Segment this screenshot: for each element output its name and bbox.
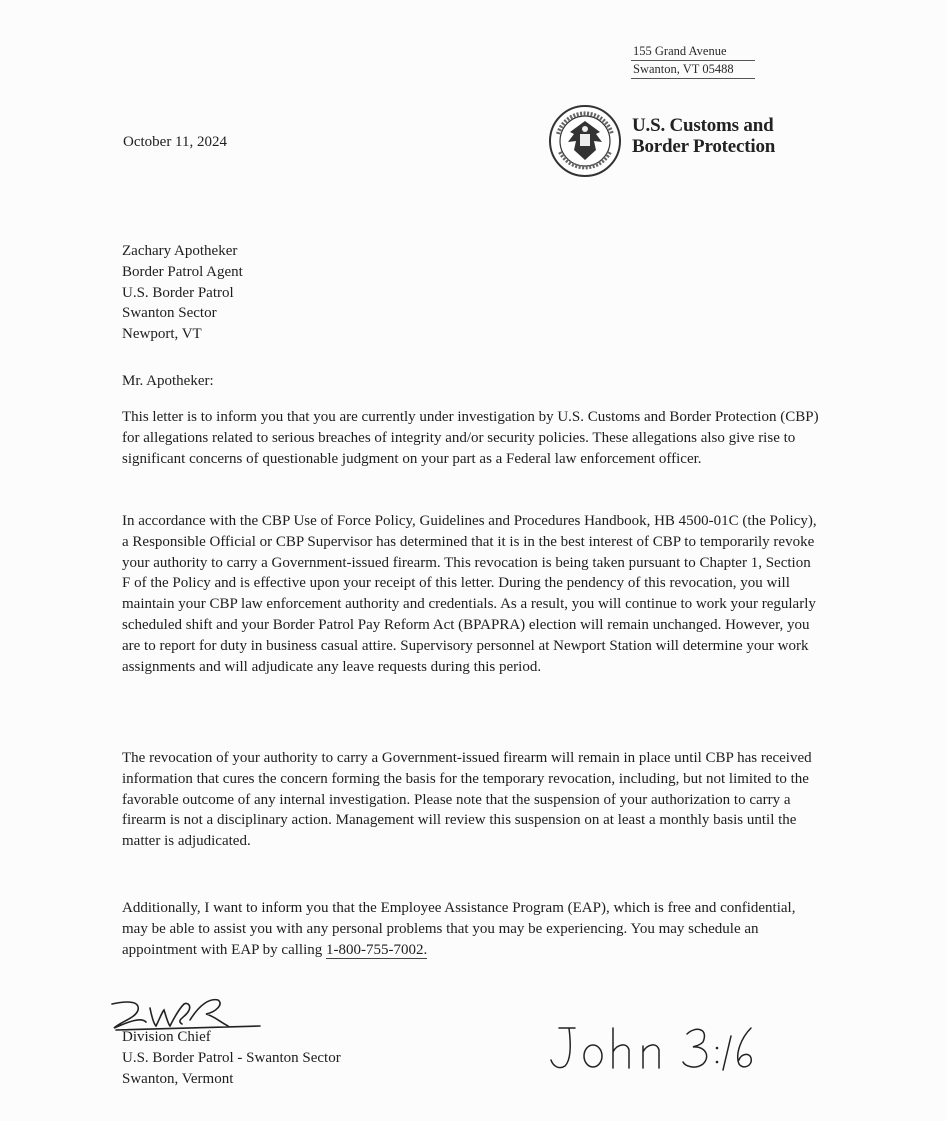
paragraph-investigation: This letter is to inform you that you are currently under investigation by U.S. Customs and Border Protection (CBP) for allegations related to serious breaches of integrity and/or security policies. These allegations also give rise to significant concerns of questionable judgment on your part as a Federal law enforcement officer. [122, 409, 819, 467]
recipient-block [122, 241, 243, 345]
letter-date: October 11, 2024 [123, 134, 228, 150]
signer-location: Swanton, Vermont [122, 1070, 234, 1087]
signer-organization: U.S. Border Patrol - Swanton Sector [122, 1049, 341, 1066]
handwritten-note [545, 1020, 765, 1080]
letterhead-address [631, 43, 755, 79]
recipient-location: Newport, VT [122, 326, 202, 343]
signer-title: Division Chief [122, 1029, 211, 1045]
recipient-title: Border Patrol Agent [122, 263, 243, 280]
eap-text: Additionally, I want to inform you that the Employee Assistance Program (EAP), which is free and confidential, may be able to assist you with any personal problems that you may be experiencing. You may schedule an appointment with EAP by calling [122, 900, 796, 958]
recipient-name: Zachary Apotheker [122, 243, 238, 259]
paragraph-eap [122, 898, 822, 960]
paragraph-revocation: In accordance with the CBP Use of Force Policy, Guidelines and Procedures Handbook, HB 4500-01C (the Policy), a Responsible Official or CBP Supervisor has determined that it is in the best interest of CBP to temporarily revoke your authority to carry a Government-issued firearm. This revocation is being taken pursuant to Chapter 1, Section F of the Policy and is effective upon your receipt of this letter. During the pendency of this revocation, you will maintain your CBP law enforcement authority and credentials. As a result, you will continue to work your regularly scheduled shift and your Border Patrol Pay Reform Act (BPAPRA) election will remain unchanged. However, you are to report for duty in business casual attire. Supervisory personnel at Newport Station will determine your work assignments and will adjudicate any leave requests during this period. [122, 513, 817, 675]
salutation: Mr. Apotheker: [122, 373, 214, 389]
recipient-sector: Swanton Sector [122, 305, 217, 322]
signature-block [122, 1027, 341, 1089]
address-line-1: 155 Grand Avenue [631, 43, 755, 61]
address-line-2: Swanton, VT 05488 [631, 61, 755, 79]
dhs-seal-logo [548, 104, 622, 178]
eap-phone-number: 1-800-755-7002. [326, 941, 428, 958]
recipient-organization: U.S. Border Patrol [122, 284, 234, 301]
agency-line-1: U.S. Customs and [632, 115, 774, 136]
agency-line-2: Border Protection [632, 136, 776, 157]
agency-name [632, 115, 775, 157]
paragraph-duration: The revocation of your authority to carry a Government-issued firearm will remain in place until CBP has received information that cures the concern forming the basis for the temporary revocation, including, but not limited to the favorable outcome of any internal investigation. Please note that the suspension of your authorization to carry a firearm is not a disciplinary action. Management will review this suspension on at least a monthly basis until the matter is adjudicated. [122, 750, 812, 850]
